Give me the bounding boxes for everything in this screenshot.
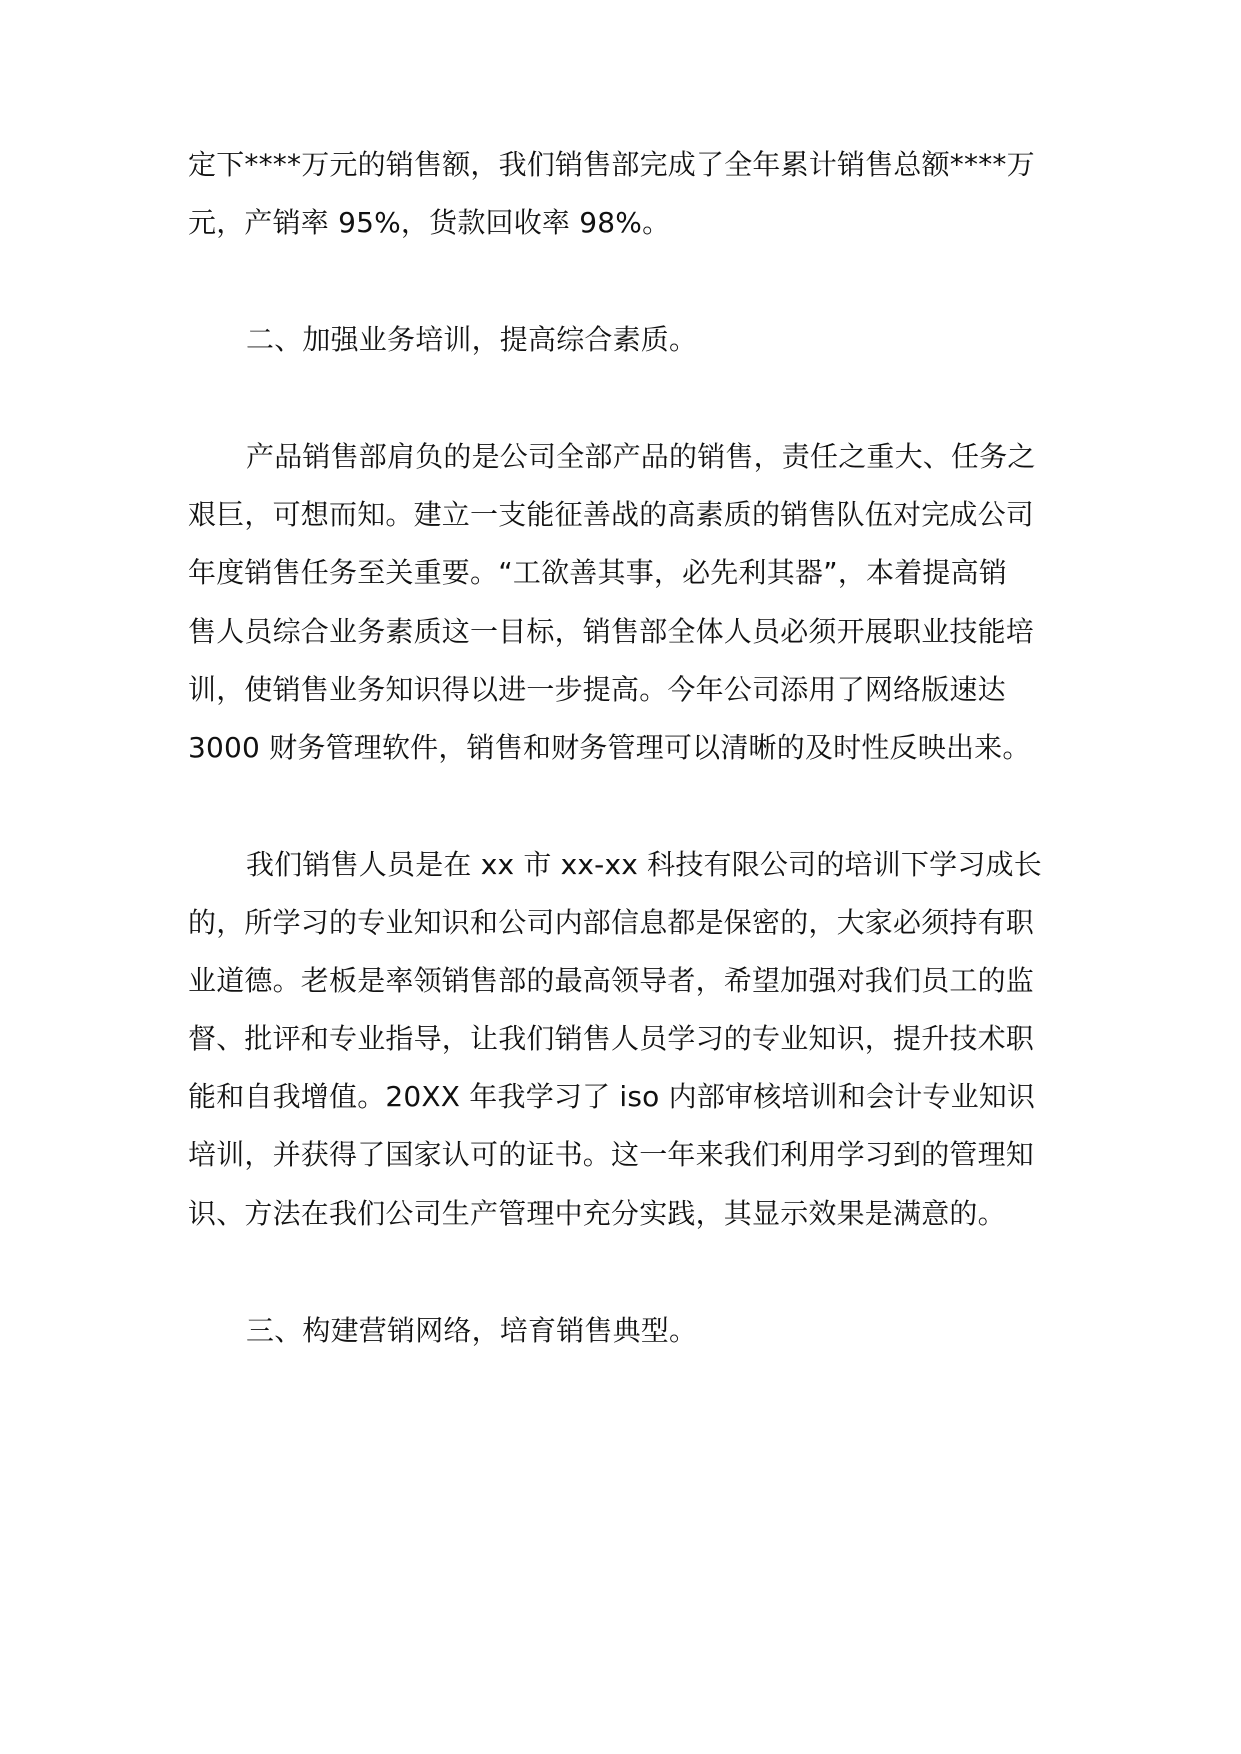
paragraph-line: 识、方法在我们公司生产管理中充分实践，其显示效果是满意的。 xyxy=(188,1197,1006,1230)
paragraph-line: 我们销售人员是在 xx 市 xx-xx 科技有限公司的培训下学习成长 xyxy=(246,848,1042,881)
paragraph-line: 业道德。老板是率领销售部的最高领导者，希望加强对我们员工的监 xyxy=(188,964,1035,997)
paragraph-line: 产品销售部肩负的是公司全部产品的销售，责任之重大、任务之 xyxy=(246,440,1036,473)
paragraph-line: 售人员综合业务素质这一目标，销售部全体人员必须开展职业技能培 xyxy=(188,615,1035,648)
section-heading: 二、加强业务培训，提高综合素质。 xyxy=(246,323,698,356)
paragraph-line: 元，产销率 95%，货款回收率 98%。 xyxy=(188,206,671,239)
paragraph-line: 训，使销售业务知识得以进一步提高。今年公司添用了网络版速达 xyxy=(188,673,1006,706)
paragraph-line: 年度销售任务至关重要。“工欲善其事，必先利其器”，本着提高销 xyxy=(188,556,1008,589)
paragraph-line: 的，所学习的专业知识和公司内部信息都是保密的，大家必须持有职 xyxy=(188,906,1035,939)
paragraph-line: 艰巨，可想而知。建立一支能征善战的高素质的销售队伍对完成公司 xyxy=(188,498,1035,531)
paragraph-line: 定下****万元的销售额，我们销售部完成了全年累计销售总额****万 xyxy=(188,148,1035,181)
paragraph-line: 能和自我增值。20XX 年我学习了 iso 内部审核培训和会计专业知识 xyxy=(188,1080,1036,1113)
paragraph-line: 培训，并获得了国家认可的证书。这一年来我们利用学习到的管理知 xyxy=(188,1138,1035,1171)
section-heading: 三、构建营销网络，培育销售典型。 xyxy=(246,1314,698,1347)
paragraph-line: 督、批评和专业指导，让我们销售人员学习的专业知识，提升技术职 xyxy=(188,1022,1035,1055)
paragraph-line: 3000 财务管理软件，销售和财务管理可以清晰的及时性反映出来。 xyxy=(188,731,1031,764)
